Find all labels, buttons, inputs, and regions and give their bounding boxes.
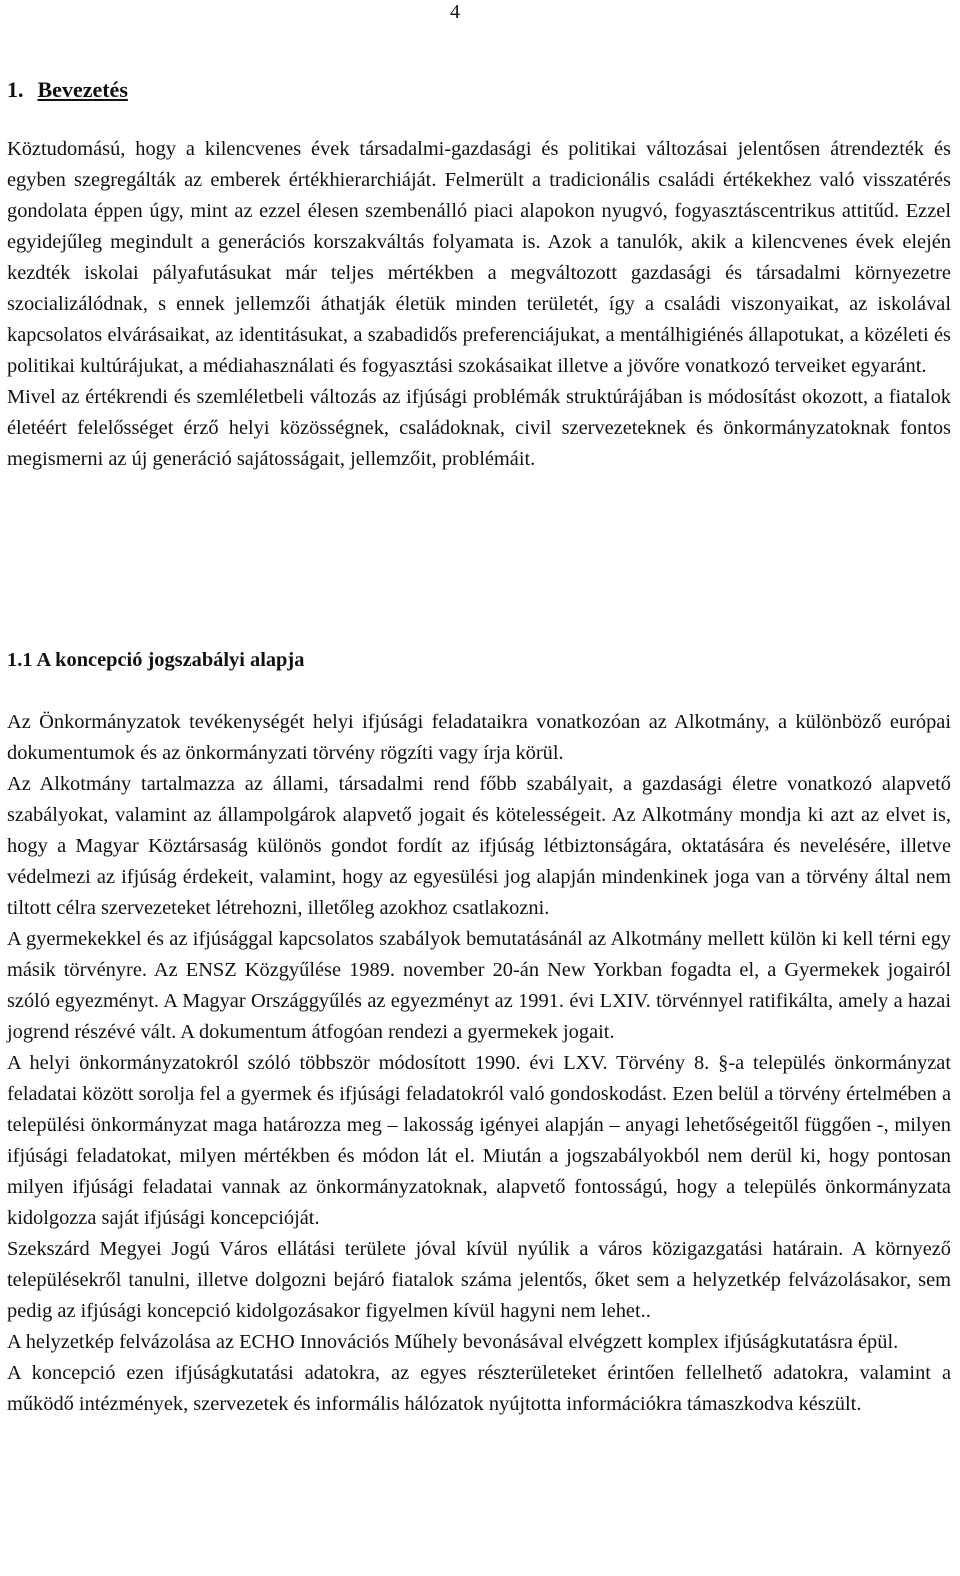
section-paragraph: Szekszárd Megyei Jogú Város ellátási területe jóval kívül nyúlik a város közigazgatási határain. A környező településekről tanulni, illetve dolgozni bejáró fiatalok száma jelentős, őket sem a helyzetkép felvázolásakor, sem pedig az ifjúsági koncepció kidolgozásakor figyelmen kívül hagyni nem lehet.. [7, 1238, 951, 1322]
section-heading: 1.1 A koncepció jogszabályi alapja [7, 649, 305, 671]
section-paragraph: Az Önkormányzatok tevékenységét helyi ifjúsági feladataikra vonatkozóan az Alkotmány, a különböző európai dokumentumok és az önkormányzati törvény rögzíti vagy írja körül. [7, 711, 951, 764]
chapter-heading [7, 76, 128, 104]
chapter-number: 1. [7, 77, 24, 102]
intro-section [7, 134, 951, 475]
legal-basis-section [7, 707, 951, 1420]
section-paragraph: A helyzetkép felvázolása az ECHO Innovációs Műhely bevonásával elvégzett komplex ifjúságkutatásra épül. [7, 1331, 899, 1353]
section-paragraph: A koncepció ezen ifjúságkutatási adatokra, az egyes részterületeket érintően fellelhető adatokra, valamint a működő intézmények, szervezetek és informális hálózatok nyújtotta információkra támaszkodva készült. [7, 1362, 951, 1415]
section-paragraph: A gyermekekkel és az ifjúsággal kapcsolatos szabályok bemutatásánál az Alkotmány mellett külön ki kell térni egy másik törvényre. Az ENSZ Közgyűlése 1989. november 20-án New Yorkban fogadta el, a Gyermekek jogairól szóló egyezményt. A Magyar Országgyűlés az egyezményt az 1991. évi LXIV. törvénnyel ratifikálta, amely a hazai jogrend részévé vált. A dokumentum átfogóan rendezi a gyermekek jogait. [7, 928, 951, 1043]
intro-paragraph: Mivel az értékrendi és szemléletbeli változás az ifjúsági problémák struktúrájában is módosítást okozott, a fiatalok életéért felelősséget érző helyi közösségnek, családoknak, civil szervezeteknek és önkormányzatoknak fontos megismerni az új generáció sajátosságait, jellemzőit, problémáit. [7, 386, 951, 470]
intro-paragraph: Köztudomású, hogy a kilencvenes évek társadalmi-gazdasági és politikai változásai jelentősen átrendezték és egyben szegregálták az emberek értékhierarchiáját. Felmerült a tradicionális családi értékekhez való visszatérés gondolata éppen úgy, mint az ezzel élesen szembenálló piaci alapokon nyugvó, fogyasztáscentrikus attitűd. Ezzel egyidejűleg megindult a generációs korszakváltás folyamata is. Azok a tanulók, akik a kilencvenes évek elején kezdték iskolai pályafutásukat már teljes mértékben a megváltozott gazdasági és társadalmi környezetre szocializálódnak, s ennek jellemzői áthatják életük minden területét, így a családi viszonyaikat, az iskolával kapcsolatos elvárásaikat, az identitásukat, a szabadidős preferenciájukat, a mentálhigiénés állapotukat, a közéleti és politikai kultúrájukat, a médiahasználati és fogyasztási szokásaikat illetve a jövőre vonatkozó terveiket egyaránt. [7, 138, 951, 377]
section-paragraph: A helyi önkormányzatokról szóló többször módosított 1990. évi LXV. Törvény 8. §-a település önkormányzat feladatai között sorolja fel a gyermek és ifjúsági feladatokról való gondoskodást. Ezen belül a törvény értelmében a települési önkormányzat maga határozza meg – lakosság igényei alapján – anyagi lehetőségeitől függően -, milyen ifjúsági feladatokat, milyen mértékben és módon lát el. Miután a jogszabályokból nem derül ki, hogy pontosan milyen ifjúsági feladatai vannak az önkormányzatoknak, alapvető fontosságú, hogy a település önkormányzata kidolgozza saját ifjúsági koncepcióját. [7, 1052, 951, 1229]
page-number: 4 [450, 1, 460, 23]
chapter-title: Bevezetés [37, 77, 128, 102]
section-paragraph: Az Alkotmány tartalmazza az állami, társadalmi rend főbb szabályait, a gazdasági életre vonatkozó alapvető szabályokat, valamint az állampolgárok alapvető jogait és kötelességeit. Az Alkotmány mondja ki azt az elvet is, hogy a Magyar Köztársaság különös gondot fordít az ifjúság létbiztonságára, oktatására és nevelésére, illetve védelmezi az ifjúság érdekeit, valamint, hogy az egyesülési jog alapján mindenkinek joga van a törvény által nem tiltott célra szervezeteket létrehozni, illetőleg azokhoz csatlakozni. [7, 773, 951, 919]
